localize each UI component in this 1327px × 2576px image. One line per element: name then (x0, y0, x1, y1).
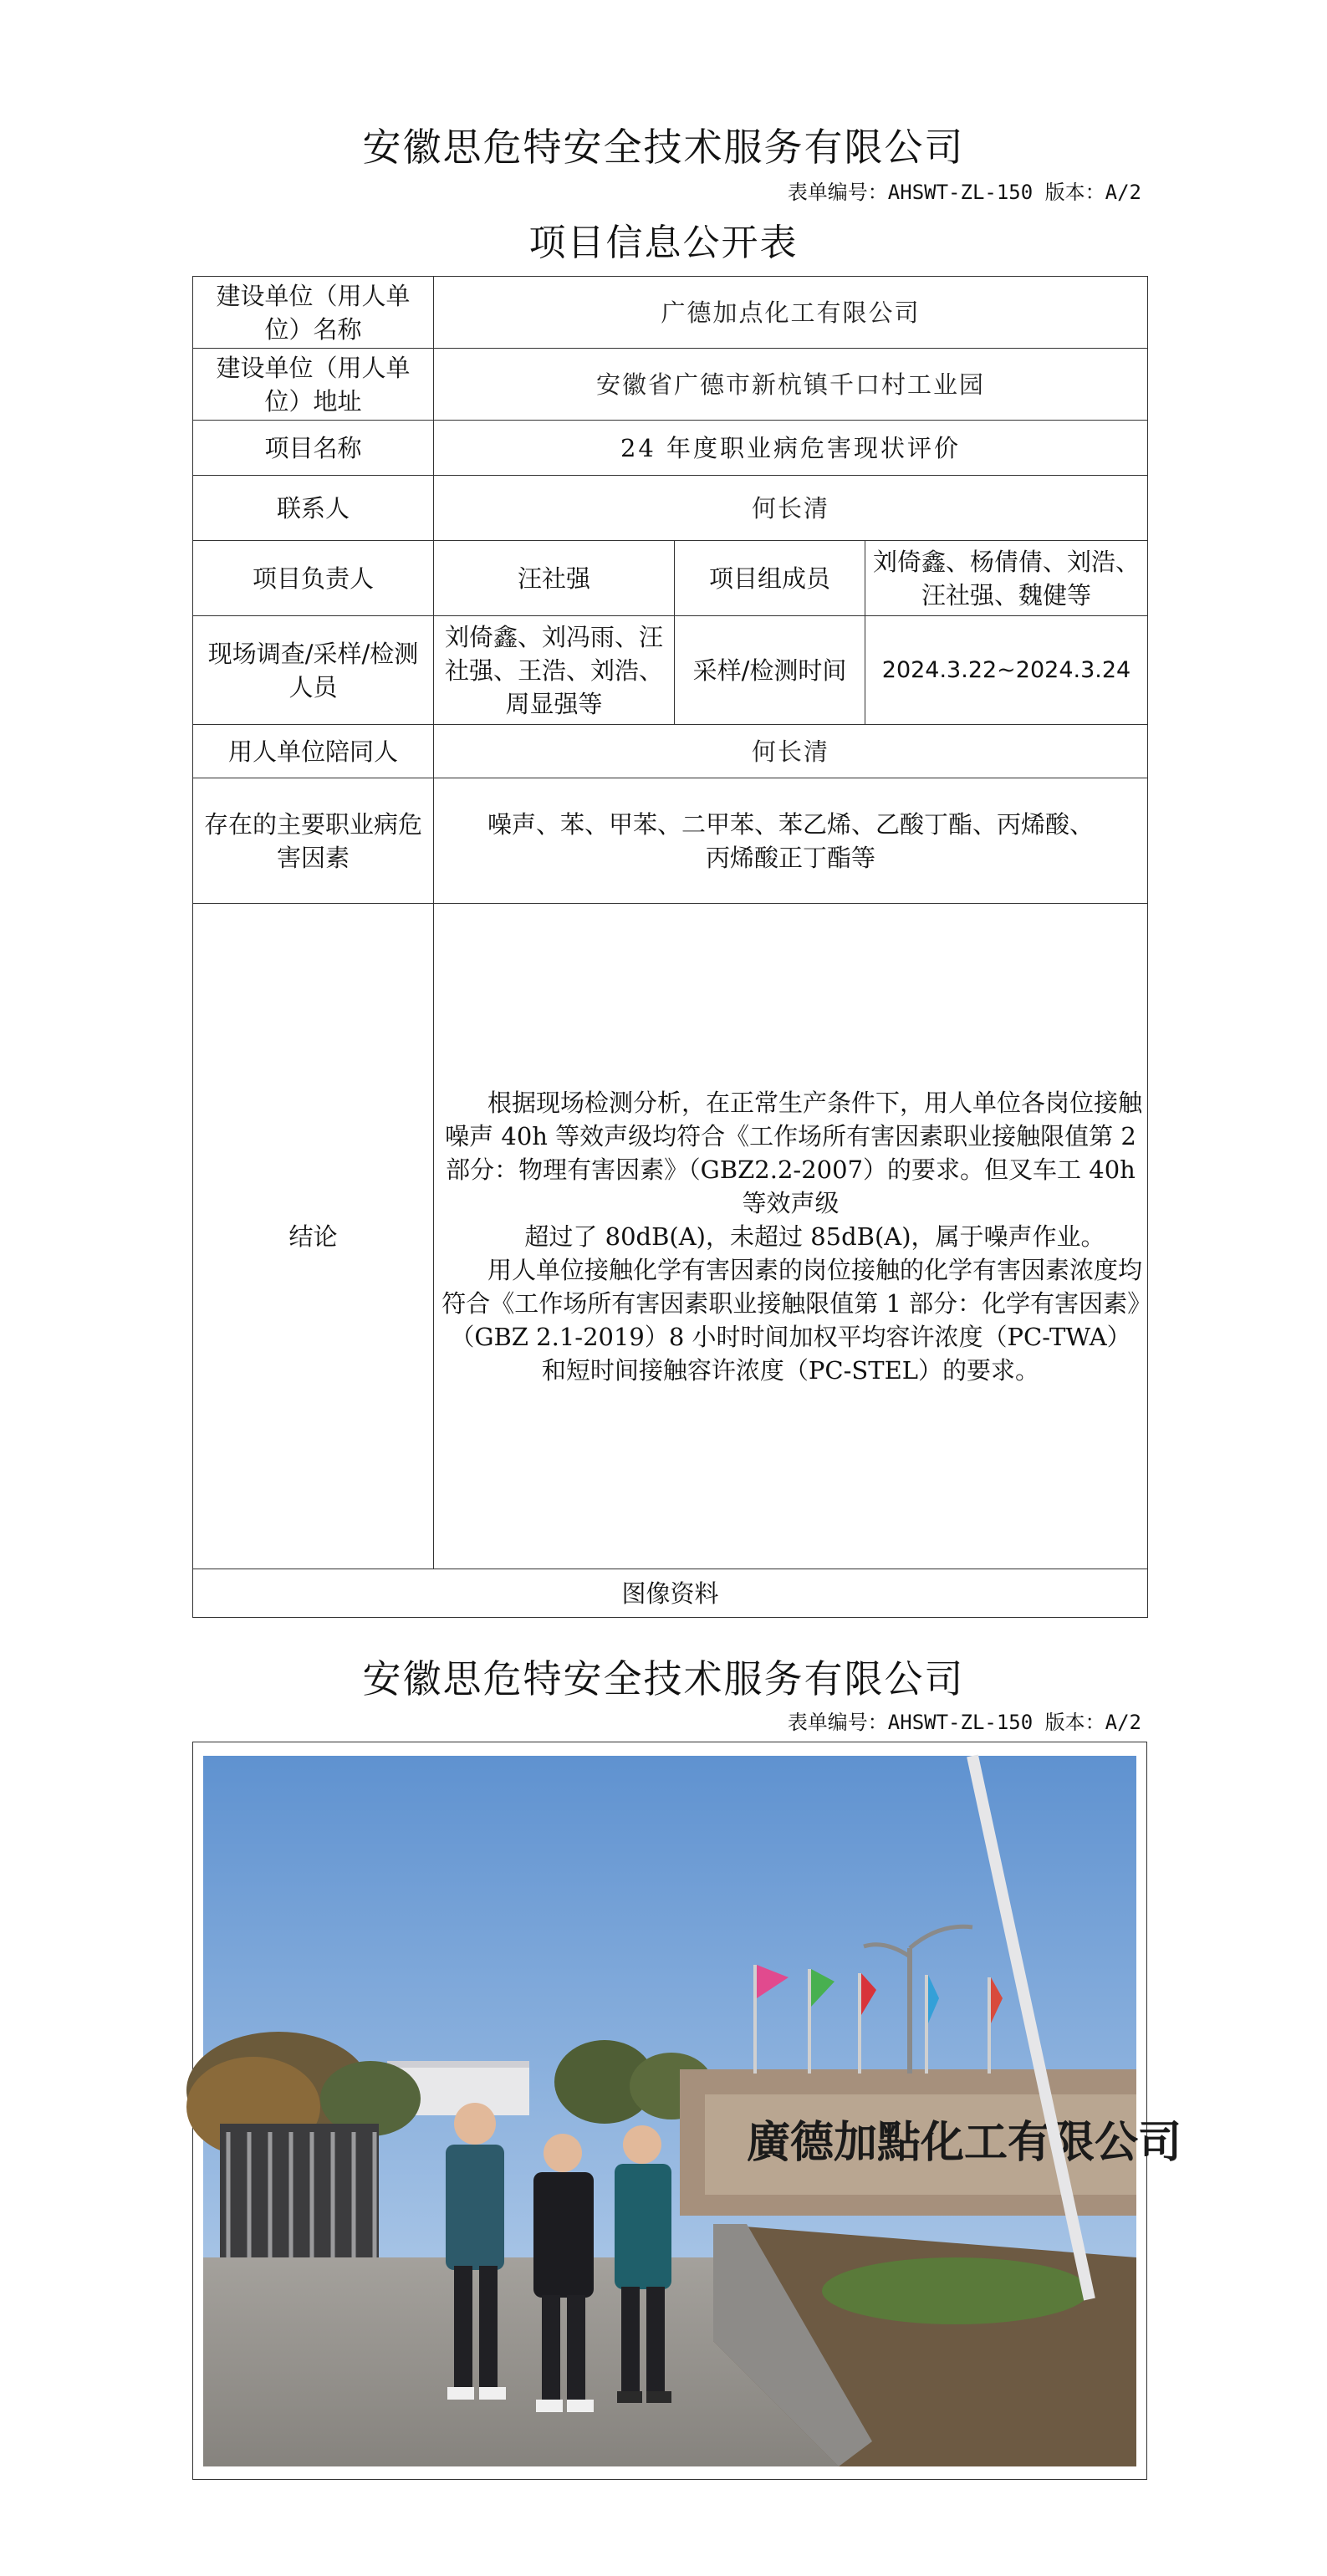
hazards-label: 存在的主要职业病危害因素 (193, 778, 434, 904)
site-photo (203, 1756, 1182, 2466)
project-info-table (192, 276, 1148, 1618)
leader-value: 汪社强 (434, 541, 675, 616)
unit-name-label: 建设单位（用人单位）名称 (193, 277, 434, 349)
company-title-page-2: 安徽思危特安全技术服务有限公司 (362, 1656, 965, 1701)
form-number-page-2: 表单编号：AHSWT-ZL-150 版本：A/2 (787, 1711, 1141, 1734)
conclusion-paragraph-1: 根据现场检测分析，在正常生产条件下，用人单位各岗位接触噪声 40h 等效声级均符合《工作场所有害因素职业接触限值第 2 部分：物理有害因素》（GBZ2.2-2007）的要求。但叉车工 40h 等效声级 (445, 1088, 1143, 1217)
hazards-line-2: 丙烯酸正丁酯等 (705, 843, 875, 872)
conclusion-paragraph-2: 超过了 80dB(A)，未超过 85dB(A)，属于噪声作业。 (524, 1222, 1105, 1251)
members-value: 刘倚鑫、杨倩倩、刘浩、汪社强、魏健等 (865, 541, 1148, 616)
hazards-value (434, 778, 1148, 904)
leader-label: 项目负责人 (193, 541, 434, 616)
hazards-line-1: 噪声、苯、甲苯、二甲苯、苯乙烯、乙酸丁酯、丙烯酸、 (487, 809, 1094, 839)
unit-name-value: 广德加点化工有限公司 (434, 277, 1148, 349)
unit-address-label: 建设单位（用人单位）地址 (193, 349, 434, 421)
survey-staff-value: 刘倚鑫、刘冯雨、汪社强、王浩、刘浩、周显强等 (434, 616, 675, 725)
escort-value: 何长清 (434, 725, 1148, 778)
conclusion-paragraph-3: 用人单位接触化学有害因素的岗位接触的化学有害因素浓度均符合《工作场所有害因素职业接触限值第 1 部分：化学有害因素》（GBZ 2.1-2019）8 小时时间加权平均容许浓度（PC-TWA）和短时间接触容许浓度（PC-STEL）的要求。 (441, 1255, 1143, 1385)
project-name-label: 项目名称 (193, 421, 434, 476)
contact-label: 联系人 (193, 476, 434, 541)
members-label: 项目组成员 (675, 541, 865, 616)
unit-address-value: 安徽省广德市新杭镇千口村工业园 (434, 349, 1148, 421)
sampling-time-value: 2024.3.22~2024.3.24 (865, 616, 1148, 725)
conclusion-value (434, 904, 1148, 1569)
sampling-time-label: 采样/检测时间 (675, 616, 865, 725)
sign-text: 廣德加點化工有限公司 (747, 2117, 1182, 2168)
project-name-value: 24 年度职业病危害现状评价 (434, 421, 1148, 476)
conclusion-label: 结论 (193, 904, 434, 1569)
form-number: 表单编号：AHSWT-ZL-150 版本：A/2 (787, 181, 1141, 204)
escort-label: 用人单位陪同人 (193, 725, 434, 778)
contact-value: 何长清 (434, 476, 1148, 541)
survey-staff-label: 现场调查/采样/检测人员 (193, 616, 434, 725)
company-title: 安徽思危特安全技术服务有限公司 (362, 125, 965, 170)
images-label: 图像资料 (193, 1569, 1148, 1618)
document-title: 项目信息公开表 (528, 222, 799, 264)
